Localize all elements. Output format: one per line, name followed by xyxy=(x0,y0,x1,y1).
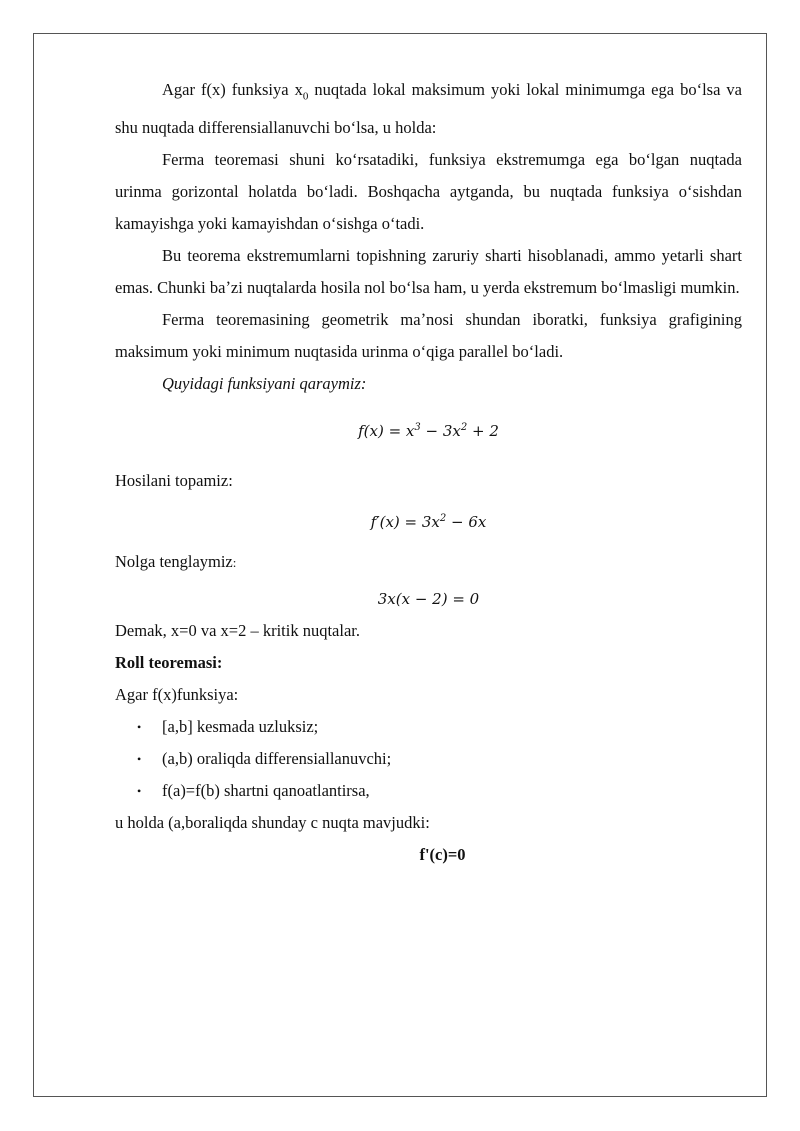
paragraph-fermat-statement: Ferma teoremasi shuni koʻrsatadiki, funksiya ekstremumga ega boʻlgan nuqtada urinma gorizontal holatda boʻladi. Boshqacha aytganda, bu nuqtada funksiya oʻsishdan kamayishga yoki kamayishdan oʻsishga oʻtadi. xyxy=(115,150,742,234)
formula-zero-equation: 3x(x − 2) = 0 xyxy=(377,590,480,609)
paragraph-geometric-meaning: Ferma teoremasining geometrik maʼnosi shundan iboratki, funksiya grafigining maksimum yoki minimum nuqtasida urinma oʻqiga parallel boʻladi. xyxy=(115,310,742,362)
text-critical-points: Demak, x=0 va x=2 – kritik nuqtalar. xyxy=(115,621,360,641)
bullet-icon: • xyxy=(137,752,142,767)
document-body xyxy=(115,74,742,871)
list-item: • (a,b) oraliqda differensiallanuvchi; xyxy=(115,743,742,775)
bullet-icon: • xyxy=(137,784,142,799)
text-rolle-conclusion: u holda (a,boraliqda shunday c nuqta mavjudki: xyxy=(115,813,430,833)
paragraph-fermat-intro: Agar f(x) funksiya $x_0$ nuqtada lokal maksimum yoki lokal minimumga ega boʻlsa va shu nuqtada differensiallanuvchi boʻlsa, u holda: xyxy=(115,80,743,138)
text-rolle-condition: Agar f(x)funksiya: xyxy=(115,685,239,705)
bullet-icon: • xyxy=(137,720,142,735)
paragraph-necessary-condition: Bu teorema ekstremumlarni topishning zaruriy sharti hisoblanadi, ammo yetarli shart emas. Chunki baʼzi nuqtalarda hosila nol boʻlsa ham, u yerda ekstremum boʻlmasligi mumkin. xyxy=(115,246,742,298)
rolle-conditions-list xyxy=(115,711,742,807)
text-derivative-intro: Hosilani topamiz: xyxy=(115,471,233,491)
formula-function: $f(x) = x^3 - 3x^2 + 2$ xyxy=(358,422,499,441)
list-item: • [a,b] kesmada uzluksiz; xyxy=(115,711,742,743)
text-set-to-zero: Nolga tenglaymiz: xyxy=(115,552,237,572)
formula-derivative: $f'(x) = 3x^2 - 6x$ xyxy=(370,513,487,532)
paragraph-example-intro: Quyidagi funksiyani qaraymiz: xyxy=(162,374,367,394)
list-item: • f(a)=f(b) shartni qanoatlantirsa, xyxy=(115,775,742,807)
formula-rolle-result: f'(c)=0 xyxy=(419,845,466,865)
heading-rolle-theorem: Roll teoremasi: xyxy=(115,653,223,673)
